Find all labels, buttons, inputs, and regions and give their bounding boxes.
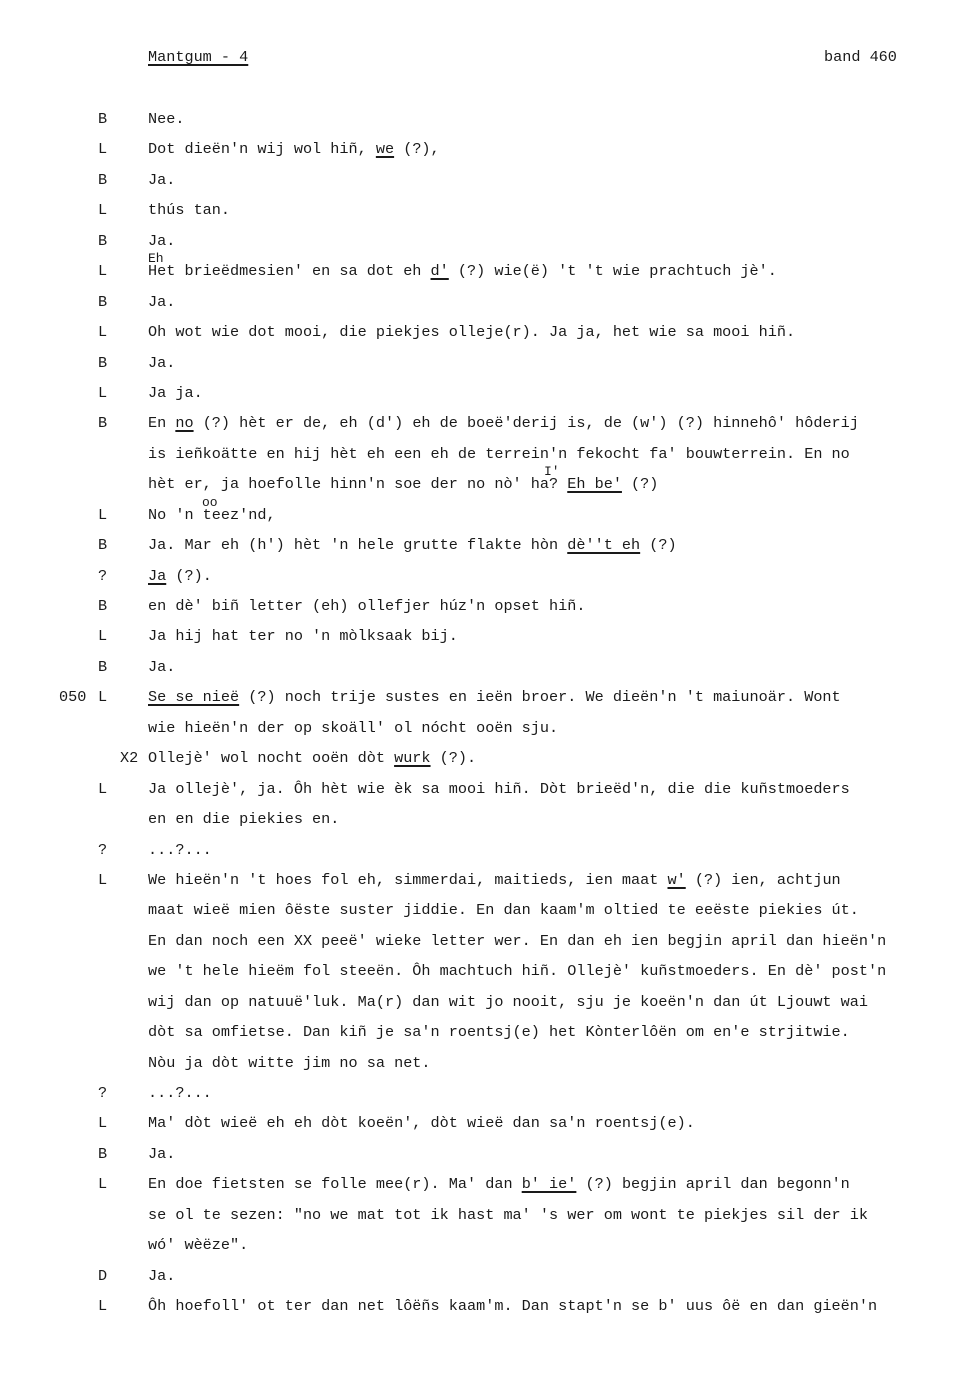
text-segment: Ma' dòt wieë eh eh dòt koeën', dòt wieë dan sa'n roentsj(e). xyxy=(148,1114,695,1133)
speaker-label: B xyxy=(98,110,108,128)
transcript-line xyxy=(0,1234,973,1264)
text-segment: En xyxy=(148,414,176,433)
transcript-line xyxy=(0,1052,973,1082)
transcript-line xyxy=(0,747,973,777)
utterance-text xyxy=(148,960,886,982)
transcript-line xyxy=(0,464,973,503)
text-segment: En doe fietsten se folle mee(r). Ma' dan xyxy=(148,1175,522,1194)
transcript-line xyxy=(0,1295,973,1325)
speaker-label: L xyxy=(98,140,108,159)
transcript-line xyxy=(0,494,973,534)
utterance-text xyxy=(148,839,212,861)
text-segment: dòt sa omfietse. Dan kiñ je sa'n roentsj(e) het Kònterlôën om en'e strjitwie. xyxy=(148,1023,850,1042)
transcript-line xyxy=(0,352,973,382)
speaker-label: B xyxy=(98,292,108,311)
transcript-line xyxy=(0,960,973,990)
utterance-text xyxy=(148,321,795,343)
transcript-line xyxy=(0,808,973,838)
utterance-text xyxy=(148,412,859,434)
band-number: band 460 xyxy=(824,48,897,66)
underlined-segment: b' ie' xyxy=(521,1175,577,1194)
text-segment: wij dan op natuuë'luk. Ma(r) dan wit jo nooit, sju je koeën'n dan út Ljouwt wai xyxy=(148,992,869,1011)
speaker-label: L xyxy=(98,1175,108,1194)
underlined-segment: dè''t eh xyxy=(567,536,641,555)
speaker-label: ? xyxy=(98,566,108,585)
utterance-text xyxy=(148,656,175,678)
transcript-line xyxy=(0,382,973,412)
text-segment: No 'n teez'nd, xyxy=(148,505,276,524)
transcript-line xyxy=(0,1265,973,1295)
utterance-text xyxy=(148,352,175,374)
transcript-line xyxy=(0,686,973,716)
text-segment: (?) xyxy=(621,475,659,494)
transcript-line xyxy=(0,138,973,168)
speaker-label: L xyxy=(98,779,108,798)
text-segment: Ja. xyxy=(148,231,176,250)
utterance-text xyxy=(148,1204,868,1226)
utterance-text xyxy=(148,443,850,465)
underlined-segment: d' xyxy=(430,262,449,281)
text-segment: (?), xyxy=(394,140,440,159)
text-segment: Dot dieën'n wij wol hiñ, xyxy=(148,140,376,159)
text-segment: en dè' biñ letter (eh) ollefjer húz'n opset hiñ. xyxy=(148,597,586,615)
text-segment: Ja. xyxy=(148,292,176,311)
utterance-text xyxy=(148,991,868,1013)
speaker-label: L xyxy=(98,201,108,220)
transcript-line xyxy=(0,565,973,595)
utterance-text xyxy=(148,930,886,952)
interlinear-annotation: oo xyxy=(202,494,218,510)
text-segment: (?) xyxy=(640,536,677,555)
transcript-line xyxy=(0,230,973,260)
transcript-line xyxy=(0,930,973,960)
speaker-label: L xyxy=(98,323,108,342)
text-segment: Ja. Mar eh (h') hèt 'n hele grutte flakte hòn xyxy=(148,536,568,555)
transcript-line xyxy=(0,534,973,564)
transcript-line xyxy=(0,899,973,929)
speaker-label: L xyxy=(98,688,108,707)
transcript-line xyxy=(0,1173,973,1203)
speaker-label: B xyxy=(98,657,108,676)
text-segment: wie hieën'n der op skoäll' ol nócht ooën sju. xyxy=(148,718,559,737)
transcript-line xyxy=(0,1112,973,1142)
speaker-label: L xyxy=(98,505,108,524)
transcript xyxy=(0,108,973,1326)
utterance-text xyxy=(148,108,184,130)
utterance-text xyxy=(148,494,276,526)
utterance-text xyxy=(148,899,859,921)
text-segment: Ja. xyxy=(148,353,176,372)
text-segment: (?) noch trije sustes en ieën broer. We dieën'n 't maiunoär. Wont xyxy=(239,688,841,707)
speaker-label: L xyxy=(98,1297,108,1316)
underlined-segment: Se se nieë xyxy=(148,688,240,707)
speaker-label: L xyxy=(98,383,108,402)
text-segment: Ja. xyxy=(148,657,176,676)
transcript-line xyxy=(0,321,973,351)
utterance-text xyxy=(148,251,777,282)
speaker-label: B xyxy=(98,1144,108,1163)
utterance-text xyxy=(148,1052,431,1074)
utterance-text xyxy=(148,717,558,739)
document-title: Mantgum - 4 xyxy=(148,48,249,66)
utterance-text xyxy=(148,1112,695,1134)
text-segment: Ja hij hat ter no 'n mòlksaak bij. xyxy=(148,627,458,646)
text-segment: Ja. xyxy=(148,1144,176,1163)
utterance-text xyxy=(148,1143,175,1165)
text-segment: (?). xyxy=(430,749,477,768)
underlined-segment: no xyxy=(175,414,194,433)
utterance-text xyxy=(148,1082,212,1104)
speaker-label: B xyxy=(98,414,108,433)
transcript-line xyxy=(0,1143,973,1173)
utterance-text xyxy=(148,1295,877,1317)
transcript-line xyxy=(0,443,973,473)
transcript-line xyxy=(0,199,973,229)
text-segment: We hieën'n 't hoes fol eh, simmerdai, maitieds, ien maat xyxy=(148,870,668,889)
text-segment: Nòu ja dòt witte jim no sa net. xyxy=(148,1053,431,1072)
underlined-segment: Ja xyxy=(148,566,167,585)
text-segment: hèt er, ja hoefolle hinn'n soe der no nò' ha? xyxy=(148,475,568,494)
underlined-segment: Eh be' xyxy=(567,475,622,494)
text-segment: maat wieë mien ôëste suster jiddie. En dan kaam'm oltied te eeëste piekies út. xyxy=(148,901,859,920)
utterance-text xyxy=(148,1265,175,1287)
speaker-label: L xyxy=(98,1114,108,1133)
text-segment: Ja ja. xyxy=(148,383,203,402)
utterance-text xyxy=(148,464,659,495)
text-segment: Ja. xyxy=(148,170,176,189)
interlinear-annotation: I' xyxy=(544,464,560,480)
utterance-text xyxy=(148,778,850,800)
utterance-text xyxy=(148,169,175,191)
transcript-line xyxy=(0,717,973,747)
transcript-line xyxy=(0,839,973,869)
text-segment: Nee. xyxy=(148,110,185,128)
utterance-text xyxy=(148,625,458,647)
utterance-text xyxy=(148,1234,248,1256)
text-segment: thús tan. xyxy=(148,201,231,220)
utterance-text xyxy=(148,808,339,830)
transcript-line xyxy=(0,1021,973,1051)
utterance-text xyxy=(148,869,841,891)
text-segment: (?). xyxy=(166,566,212,585)
utterance-text xyxy=(148,291,175,313)
transcript-line xyxy=(0,625,973,655)
utterance-text xyxy=(148,138,440,160)
text-segment: Ollejè' wol nocht ooën dòt xyxy=(148,749,395,768)
speaker-label: ? xyxy=(98,840,108,859)
text-segment: en en die piekies en. xyxy=(148,810,340,829)
line-number: 050 xyxy=(59,688,87,707)
transcript-line xyxy=(0,291,973,321)
underlined-segment: we xyxy=(375,140,395,159)
speaker-label: B xyxy=(98,353,108,372)
utterance-text xyxy=(148,382,203,404)
text-segment: Ja ollejè', ja. Ôh hèt wie èk sa mooi hiñ. Dòt brieëd'n, die die kuñstmoeders xyxy=(148,779,850,798)
utterance-text xyxy=(148,1021,850,1043)
interlinear-annotation: Eh xyxy=(148,251,164,267)
text-segment: Oh wot wie dot mooi, die piekjes olleje(r). Ja ja, het wie sa mooi hiñ. xyxy=(148,323,796,342)
utterance-text xyxy=(148,534,677,556)
underlined-segment: wurk xyxy=(394,749,431,768)
speaker-label: B xyxy=(98,170,108,189)
speaker-label: B xyxy=(98,597,108,615)
transcript-line xyxy=(0,169,973,199)
text-segment: (?) begjin april dan begonn'n xyxy=(576,1175,850,1194)
speaker-label: B xyxy=(98,231,108,250)
transcript-line xyxy=(0,251,973,290)
text-segment: Het brieëdmesien' en sa dot eh xyxy=(148,262,431,281)
transcript-line xyxy=(0,108,973,138)
transcript-line xyxy=(0,991,973,1021)
utterance-text xyxy=(148,595,585,617)
text-segment: (?) hèt er de, eh (d') eh de boeë'derij is, de (w') (?) hinnehô' hôderij xyxy=(193,414,859,433)
text-segment: (?) wie(ë) 't 't wie prachtuch jè'. xyxy=(448,262,777,281)
text-segment: Ja. xyxy=(148,1266,176,1285)
transcript-line xyxy=(0,778,973,808)
utterance-text xyxy=(148,1173,850,1195)
speaker-label: L xyxy=(98,870,108,889)
text-segment: (?) ien, achtjun xyxy=(685,870,841,889)
text-segment: ...?... xyxy=(148,1084,212,1102)
transcript-line xyxy=(0,595,973,625)
transcript-line xyxy=(0,412,973,442)
text-segment: wó' wèëze". xyxy=(148,1236,249,1255)
text-segment: ...?... xyxy=(148,840,212,859)
speaker-label: ? xyxy=(98,1084,108,1102)
text-segment: Ôh hoefoll' ot ter dan net lôëñs kaam'm. Dan stapt'n se b' uus ôë en dan gieën'n xyxy=(148,1297,878,1316)
utterance-text xyxy=(148,686,841,708)
speaker-label: X2 xyxy=(120,749,139,768)
speaker-label: L xyxy=(98,627,108,646)
text-segment: we 't hele hieëm fol steeën. Ôh machtuch hiñ. Ollejè' kuñstmoeders. En dè' post'n xyxy=(148,962,887,981)
transcript-line xyxy=(0,869,973,899)
utterance-text xyxy=(148,199,230,221)
speaker-label: D xyxy=(98,1266,108,1285)
speaker-label: L xyxy=(98,262,108,281)
transcript-line xyxy=(0,656,973,686)
underlined-segment: w' xyxy=(667,870,686,889)
transcript-line xyxy=(0,1204,973,1234)
utterance-text xyxy=(148,747,476,769)
text-segment: se ol te sezen: "no we mat tot ik hast ma' 's wer om wont te piekjes sil der ik xyxy=(148,1205,869,1224)
speaker-label: B xyxy=(98,536,108,555)
transcript-line xyxy=(0,1082,973,1112)
text-segment: is ieñkoätte en hij hèt eh een eh de terrein'n fekocht fa' bouwterrein. En no xyxy=(148,444,850,463)
utterance-text xyxy=(148,565,212,587)
text-segment: En dan noch een XX peeë' wieke letter wer. En dan eh ien begjin april dan hieën'n xyxy=(148,931,887,950)
